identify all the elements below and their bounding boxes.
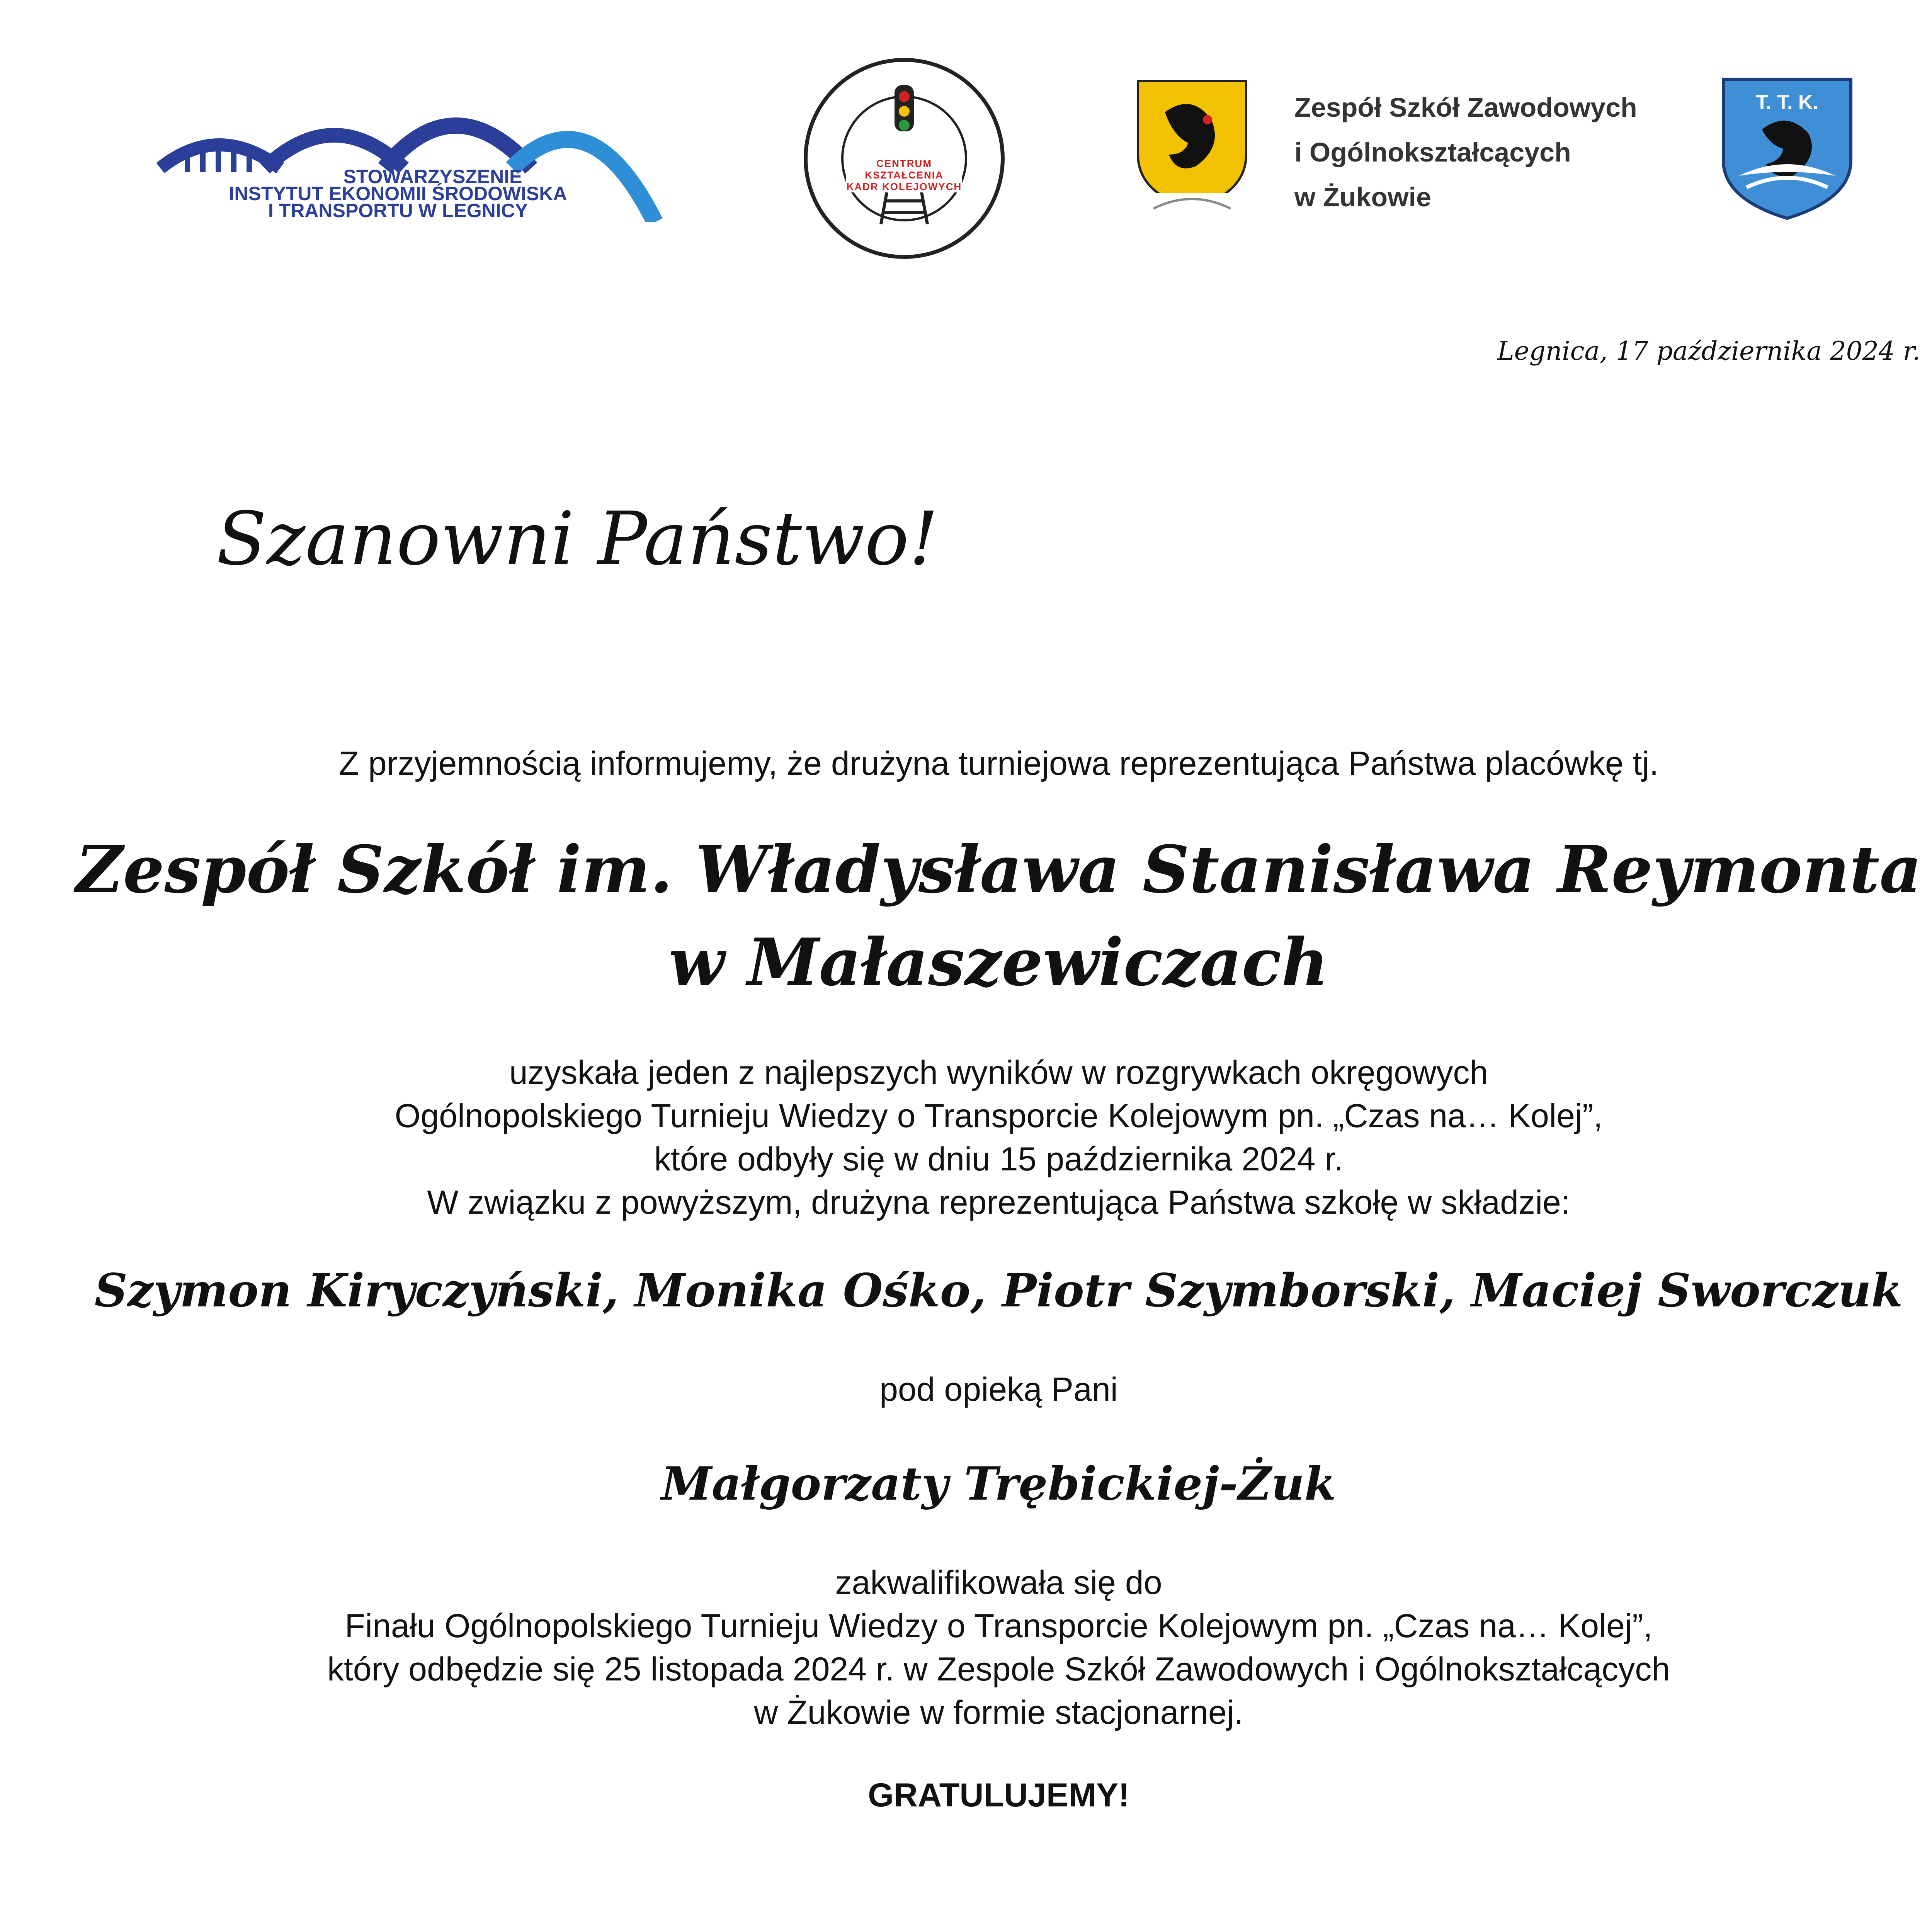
result-paragraph (0, 1051, 1932, 1224)
school-name (0, 823, 1932, 1009)
stowarzyszenie-line3: I TRANSPORTU W LEGNICY (268, 200, 528, 221)
seal-center-line1: CENTRUM KSZTAŁCENIA (865, 158, 944, 181)
ttk-label: T. T. K. (1756, 91, 1818, 114)
school-header-text (1294, 85, 1700, 219)
final-line: który odbędzie się 25 listopada 2024 r. w Zespole Szkół Zawodowych i Ogólnokształcących (327, 1651, 1670, 1688)
greeting: Szanowni Państwo! (216, 496, 939, 582)
supervisor-name: Małgorzaty Trębickiej-Żuk (661, 1457, 1336, 1510)
school-header-line3: w Żukowie (1294, 182, 1431, 212)
intro-text: Z przyjemnością informujemy, że drużyna turniejowa reprezentująca Państwa placówkę tj. (338, 745, 1659, 782)
zukowo-coat-of-arms (1130, 77, 1254, 220)
supervision-intro: pod opieką Pani (879, 1371, 1118, 1408)
school-header-line2: i Ogólnokształcących (1294, 137, 1571, 167)
griffin-shield-icon (1130, 77, 1254, 220)
result-line: które odbyły się w dniu 15 października 2024 r. (654, 1141, 1344, 1178)
ttk-logo (1716, 75, 1859, 222)
result-line: uzyskała jeden z najlepszych wyników w rozgrywkach okręgowych (509, 1054, 1488, 1091)
congrats-text: GRATULUJEMY! (868, 1777, 1129, 1814)
stowarzyszenie-line2: INSTYTUT EKONOMII ŚRODOWISKA (229, 183, 567, 204)
team-members: Szymon Kiryczyński, Monika Ośko, Piotr Szymborski, Maciej Sworczuk (94, 1264, 1903, 1317)
seal-center-line2: KADR KOLEJOWYCH (846, 181, 962, 192)
stowarzyszenie-logo (153, 75, 667, 222)
school-name-line2: w Małaszewiczach (668, 924, 1329, 1000)
final-paragraph (0, 1561, 1932, 1734)
school-name-line1: Zespół Szkół im. Władysława Stanisława Reymonta (75, 831, 1922, 908)
date-line: Legnica, 17 października 2024 r. (1497, 336, 1920, 366)
header (0, 0, 1932, 263)
final-line: Finału Ogólnopolskiego Turnieju Wiedzy o Transporcie Kolejowym pn. „Czas na… Kolej”, (345, 1607, 1653, 1645)
result-line: Ogólnopolskiego Turnieju Wiedzy o Transporcie Kolejowym pn. „Czas na… Kolej”, (395, 1097, 1603, 1134)
centrum-ksztalcenia-seal (800, 54, 1009, 263)
final-line: zakwalifikowała się do (835, 1564, 1162, 1601)
result-line: W związku z powyższym, drużyna reprezentująca Państwa szkołę w składzie: (427, 1184, 1570, 1221)
school-header-line1: Zespół Szkół Zawodowych (1294, 92, 1637, 122)
stowarzyszenie-line1: STOWARZYSZENIE (343, 166, 522, 187)
final-line: w Żukowie w formie stacjonarnej. (754, 1694, 1243, 1731)
